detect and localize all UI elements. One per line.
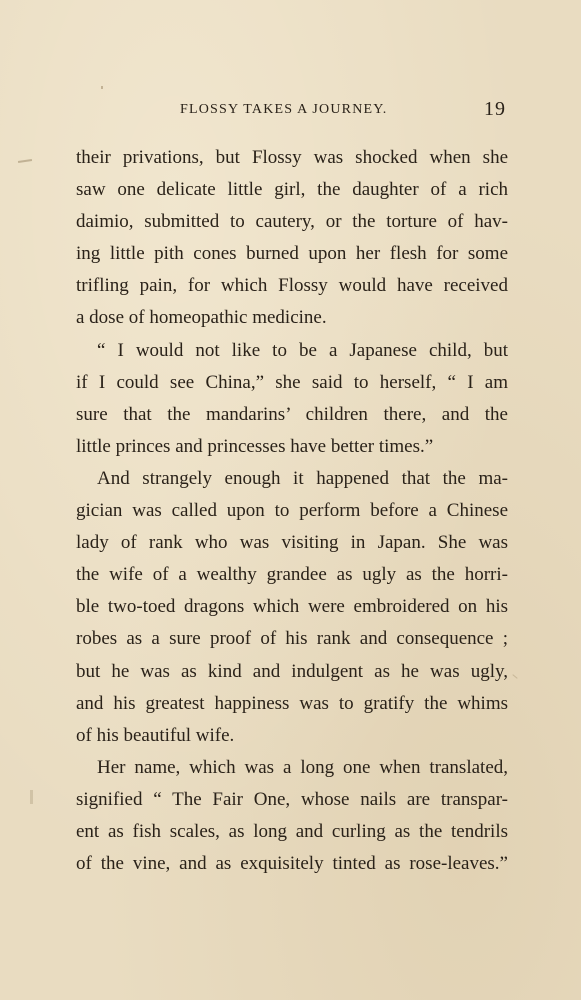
text-line: ble two-toed dragons which were embroidered on his — [76, 596, 508, 618]
paragraph — [76, 142, 508, 335]
running-title: FLOSSY TAKES A JOURNEY. — [180, 102, 388, 117]
body-text — [76, 142, 508, 880]
text-line: lady of rank who was visiting in Japan. She was — [76, 532, 508, 554]
text-line: Her name, which was a long one when translated, — [97, 756, 508, 778]
running-head — [76, 98, 508, 122]
text-line: “ I would not like to be a Japanese child, but — [97, 339, 508, 361]
text-line: their privations, but Flossy was shocked when she — [76, 147, 508, 168]
text-line: and his greatest happiness was to gratify the whims — [76, 692, 508, 714]
paragraph — [76, 335, 508, 463]
paragraph — [76, 752, 508, 880]
text-line: saw one delicate little girl, the daughter of a rich — [76, 179, 508, 201]
text-line: ing little pith cones burned upon her flesh for some — [76, 243, 508, 265]
text-line: if I could see China,” she said to herself, “ I am — [76, 371, 508, 393]
page-number: 19 — [484, 98, 506, 120]
margin-speck — [512, 674, 517, 679]
text-line: daimio, submitted to cautery, or the torture of hav- — [76, 211, 508, 233]
paragraph — [76, 463, 508, 752]
text-line: of his beautiful wife. — [76, 724, 235, 746]
text-line: the wife of a wealthy grandee as ugly as the horri- — [76, 564, 508, 586]
text-line: And strangely enough it happened that the ma- — [97, 467, 508, 489]
text-line: sure that the mandarins’ children there, and the — [76, 403, 508, 425]
text-line: little princes and princesses have better times.” — [76, 435, 434, 457]
margin-speck — [101, 86, 103, 89]
text-line: trifling pain, for which Flossy would have received — [76, 275, 508, 297]
text-line: ent as fish scales, as long and curling as the tendrils — [76, 820, 508, 842]
text-line: of the vine, and as exquisitely tinted as rose-leaves.” — [76, 853, 508, 875]
text-line: a dose of homeopathic medicine. — [76, 307, 327, 329]
margin-speck — [18, 159, 32, 163]
text-line: signified “ The Fair One, whose nails are transpar- — [76, 788, 508, 810]
text-line: gician was called upon to perform before a Chinese — [76, 500, 508, 522]
text-line: but he was as kind and indulgent as he was ugly, — [76, 660, 508, 682]
margin-speck — [30, 790, 33, 804]
text-line: robes as a sure proof of his rank and consequence ; — [76, 628, 508, 650]
